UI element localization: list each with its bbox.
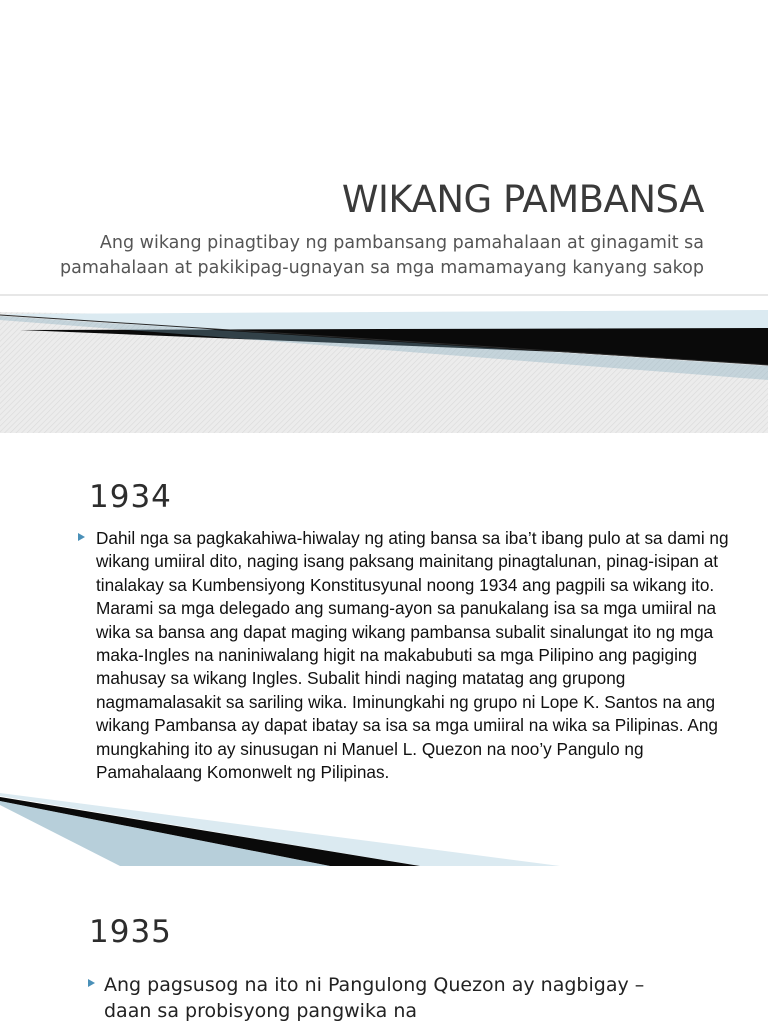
bullet-text: Dahil nga sa pagkakahiwa-hiwalay ng ating bansa sa iba’t ibang pulo at sa dami ng wikang umiiral dito, naging isang paksang mainitang pinagtalunan, pinag-isipan at tinalakay sa Kumbensiyong Konstitusyunal noong 1934 ang pagpili sa wikang ito. Marami sa mga delegado ang sumang-ayon sa panukalang isa sa mga umiiral na wika sa bansa ang dapat maging wikang pambansa subalit sinalungat ito ng mga maka-Ingles na naniniwalang higit na makabubuti sa mga Pilipino ang pagiging mahusay sa wikang Ingles. Subalit hindi naging matatag ang grupong nagmamalasakit sa sariling wika. Iminungkahi ng grupo ni Lope K. Santos na ang wikang Pambansa ay dapat ibatay sa isa sa mga umiiral na wika sa Pilipinas. Ang mungkahing ito ay sinusugan ni Manuel L. Quezon na noo’y Pangulo ng Pamahalaang Komonwelt ng Pilipinas. [96,528,729,783]
bullet-item [78,527,738,784]
content-slide-1934 [0,433,768,866]
bullet-item [88,972,688,1024]
slide-heading: 1935 [89,914,172,950]
bullet-text: Ang pagsusog na ito ni Pangulong Quezon ay nagbigay –daan sa probisyong pangwika na [104,974,645,1022]
slide-title: WIKANG PAMBANSA [341,178,704,221]
slide-subtitle: Ang wikang pinagtibay ng pambansang pamahalaan at ginagamit sa pamahalaan at pakikipag-ugnayan sa mga mamamayang kanyang sakop [59,233,704,278]
bullet-arrow-icon [78,533,85,541]
title-slide [0,0,768,433]
slide-heading: 1934 [89,479,172,515]
decorative-band [0,793,768,866]
decorative-band [0,290,768,433]
content-slide-1935 [0,866,768,1024]
bullet-arrow-icon [88,979,95,987]
